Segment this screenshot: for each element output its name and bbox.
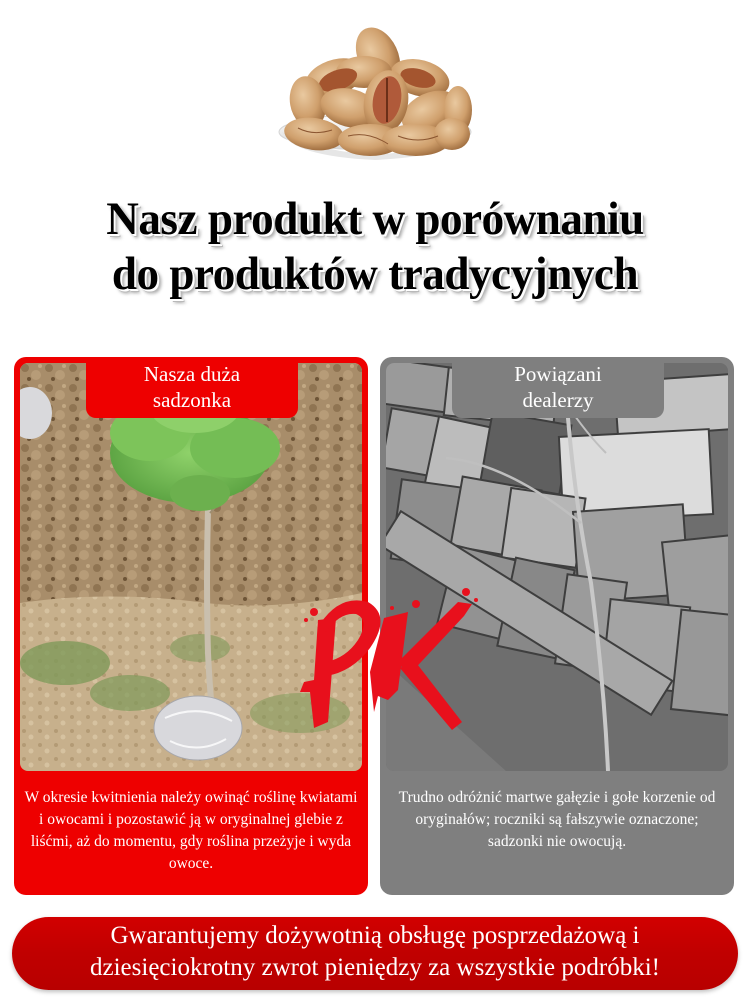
guarantee-line-1: Gwarantujemy dożywotnią obsługę posprzedażową i — [110, 922, 640, 949]
dealers-seedling-description: Trudno odróżnić martwe gałęzie i gołe korzenie od oryginałów; roczniki są fałszywie oznaczone; sadzonki nie owocują. — [398, 789, 716, 850]
dead-seedling-photo — [386, 363, 728, 771]
our-label-line-1: Nasza duża — [143, 362, 241, 386]
pecan-bowl-image — [268, 16, 482, 164]
headline-line-2: do produktów tradycyjnych — [111, 248, 639, 300]
our-seedling-card — [14, 357, 368, 895]
healthy-seedling-photo — [20, 363, 362, 771]
dealers-label — [452, 357, 664, 418]
guarantee-banner — [12, 917, 738, 990]
guarantee-line-2: dziesięciokrotny zwrot pieniędzy za wszystkie podróbki! — [90, 954, 660, 981]
our-seedling-description: W okresie kwitnienia należy owinąć roślinę kwiatami i owocami i pozostawić ją w oryginalnej glebie z liśćmi, aż do momentu, gdy roślina przeżyje i wyda owoce. — [24, 789, 358, 872]
headline-line-1: Nasz produkt w porównaniu — [106, 193, 644, 245]
our-seedling-label — [86, 357, 298, 418]
dealers-seedling-card — [380, 357, 734, 895]
dealers-label-line-1: Powiązani — [514, 362, 602, 386]
page-headline — [15, 192, 735, 302]
our-label-line-2: sadzonka — [152, 388, 232, 412]
seedling-illustration — [20, 363, 362, 771]
pecan-bowl-illustration — [268, 16, 482, 164]
dealers-label-line-2: dealerzy — [522, 388, 594, 412]
bricks-illustration — [386, 363, 728, 771]
